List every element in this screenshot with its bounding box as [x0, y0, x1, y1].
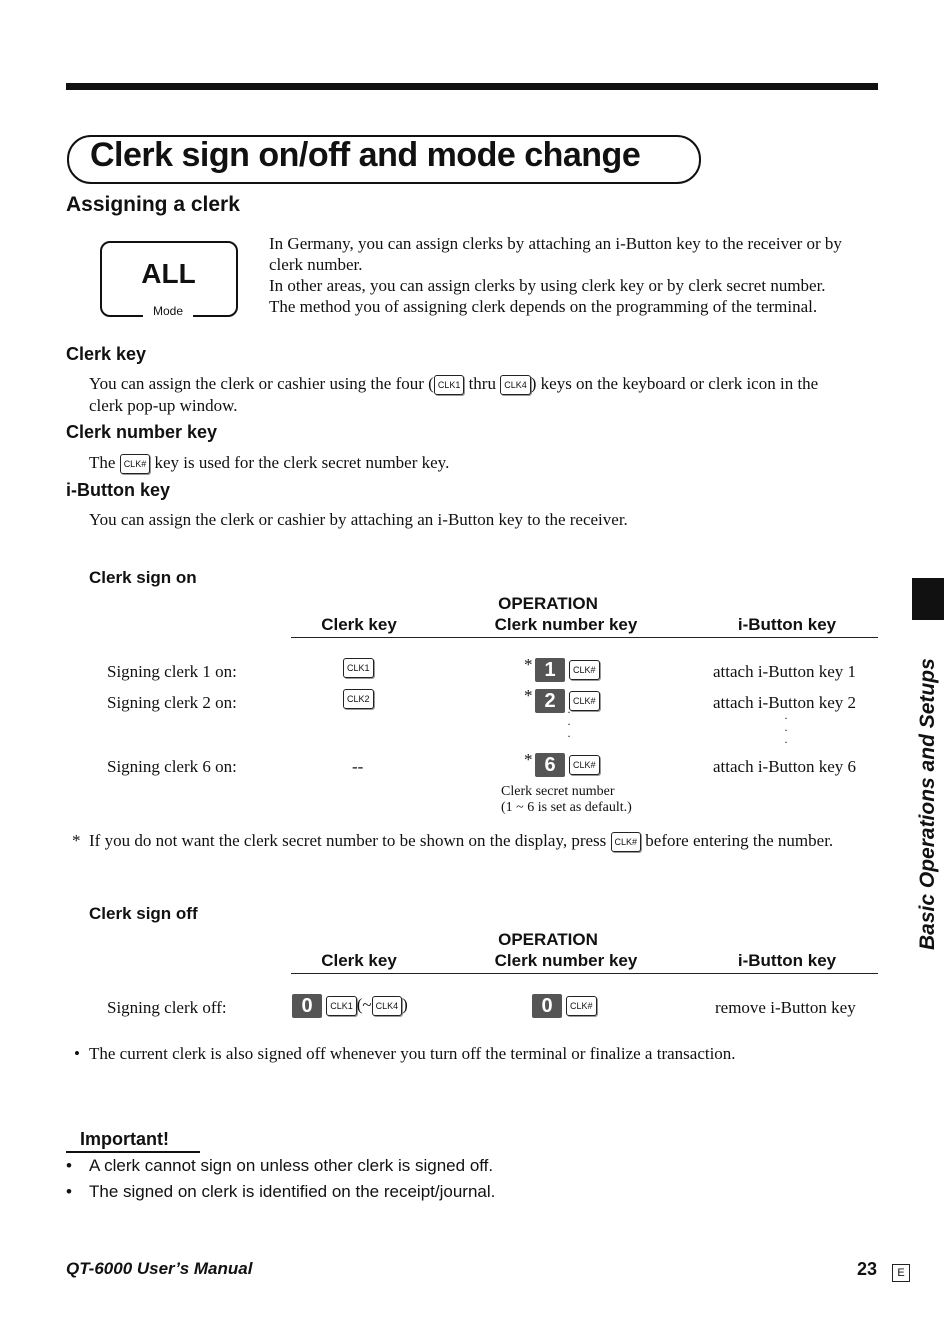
clk4-key: CLK4 [372, 996, 403, 1016]
clerk-number-text-b: key is used for the clerk secret number key. [154, 453, 450, 472]
clk2-key: CLK2 [343, 689, 374, 709]
sign-off-clerk-key-sequence [292, 994, 408, 1018]
paren-close: ) [402, 995, 408, 1014]
clerk-key-heading: Clerk key [66, 344, 147, 364]
sign-on-operation-label: OPERATION [498, 594, 598, 613]
intro-text [269, 233, 869, 317]
clerk-key-text [89, 373, 879, 416]
ellipsis-dots: · · · [567, 705, 571, 743]
side-tab-marker [912, 578, 944, 620]
clk-hash-key: CLK# [566, 996, 597, 1016]
sign-on-row-label: Signing clerk 1 on: [107, 662, 237, 681]
top-rule [66, 83, 878, 90]
important-item: A clerk cannot sign on unless other clerk is signed off. [89, 1156, 494, 1175]
sign-off-header-rule [291, 973, 878, 974]
language-badge: E [892, 1264, 910, 1282]
clk-hash-key: CLK# [611, 832, 642, 852]
sign-on-ibutton-text: attach i-Button key 1 [713, 662, 857, 681]
clerk-number-key-text [89, 452, 449, 474]
sign-off-col-clerk-key: Clerk key [321, 951, 397, 970]
sign-on-ibutton-text: attach i-Button key 6 [713, 757, 857, 776]
clerk-number-key-heading: Clerk number key [66, 422, 218, 442]
no-key-dash: -- [352, 757, 364, 776]
star-mark: * [524, 686, 533, 705]
sign-off-row-label: Signing clerk off: [107, 998, 227, 1017]
sign-on-col-ibutton-key: i-Button key [737, 615, 837, 634]
intro-line: In Germany, you can assign clerks by attaching an i-Button key to the receiver or by [269, 234, 842, 253]
footnote-text [89, 830, 833, 852]
clk-hash-key: CLK# [569, 755, 600, 775]
clk4-key: CLK4 [500, 375, 531, 395]
clerk-key-text-b: ) keys on the keyboard or clerk icon in the [530, 374, 819, 393]
sign-on-col-clerk-key: Clerk key [321, 615, 397, 634]
page-number: 23 [857, 1259, 878, 1279]
sign-on-row-label: Signing clerk 6 on: [107, 757, 237, 776]
ibutton-key-text: You can assign the clerk or cashier by attaching an i-Button key to the receiver. [89, 510, 628, 529]
secret-number-note-line: (1 ~ 6 is set as default.) [501, 800, 632, 815]
section-heading: Assigning a clerk [66, 193, 240, 216]
ellipsis-dots: · · · [784, 711, 788, 749]
thru-word: thru [468, 374, 496, 393]
clk1-key: CLK1 [326, 996, 357, 1016]
mode-label: Mode [143, 304, 193, 318]
sign-on-heading: Clerk sign on [89, 568, 197, 587]
important-underline [66, 1151, 200, 1153]
ibutton-key-heading: i-Button key [66, 480, 171, 500]
intro-line: The method you of assigning clerk depends on the programming of the terminal. [269, 297, 818, 316]
number-key-2: 2 [535, 689, 565, 713]
sign-on-row-label: Signing clerk 2 on: [107, 693, 237, 712]
clk-hash-key: CLK# [569, 691, 600, 711]
sign-off-bullet-text: The current clerk is also signed off whenever you turn off the terminal or finalize a transaction. [89, 1044, 736, 1063]
paren-open: (~ [356, 995, 372, 1014]
clerk-number-text-a: The [89, 453, 116, 472]
footnote-text-b: before entering the number. [645, 831, 834, 850]
number-key-1: 1 [535, 658, 565, 682]
footnote-text-a: If you do not want the clerk secret number to be shown on the display, press [89, 831, 607, 850]
side-tab-label: Basic Operations and Setups [916, 658, 939, 950]
sign-off-ibutton-text: remove i-Button key [715, 998, 856, 1017]
clk-hash-key: CLK# [569, 660, 600, 680]
star-mark: * [524, 750, 533, 769]
clerk-key-text-c: clerk pop-up window. [89, 396, 238, 416]
mode-value: ALL [141, 258, 196, 289]
footnote-star: * [72, 831, 81, 850]
bullet-dot: • [74, 1044, 80, 1063]
clk-hash-key: CLK# [120, 454, 151, 474]
sign-off-operation-label: OPERATION [498, 930, 598, 949]
secret-number-note-line: Clerk secret number [501, 784, 615, 799]
number-key-0: 0 [532, 994, 562, 1018]
sign-on-col-clerk-number-key: Clerk number key [494, 615, 638, 634]
star-mark: * [524, 655, 533, 674]
sign-off-col-clerk-number-key: Clerk number key [494, 951, 638, 970]
sign-off-col-ibutton-key: i-Button key [737, 951, 837, 970]
clk1-key: CLK1 [434, 375, 465, 395]
footer-manual-title: QT-6000 User’s Manual [66, 1259, 253, 1278]
sign-on-ibutton-text: attach i-Button key 2 [713, 693, 857, 712]
clk1-key: CLK1 [343, 658, 374, 678]
number-key-0: 0 [292, 994, 322, 1018]
page-title: Clerk sign on/off and mode change [90, 136, 641, 174]
secret-number-note [501, 784, 632, 816]
clerk-key-text-a: You can assign the clerk or cashier using the four ( [89, 374, 434, 393]
number-key-6: 6 [535, 753, 565, 777]
sign-on-header-rule [291, 637, 878, 638]
sign-off-heading: Clerk sign off [89, 904, 198, 923]
intro-line: clerk number. [269, 255, 363, 274]
important-item: The signed on clerk is identified on the receipt/journal. [89, 1182, 496, 1201]
important-bullet: • [66, 1156, 72, 1175]
important-bullet: • [66, 1182, 72, 1201]
important-heading: Important! [80, 1129, 169, 1149]
intro-line: In other areas, you can assign clerks by using clerk key or by clerk secret number. [269, 276, 826, 295]
sign-off-number-key-sequence [532, 994, 597, 1018]
